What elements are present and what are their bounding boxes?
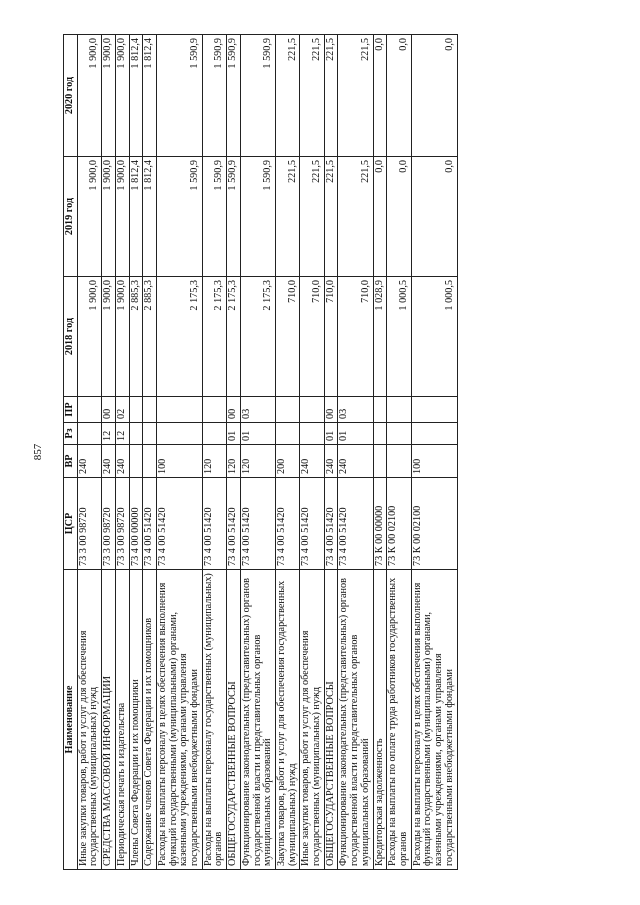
- cell-name: Функционирование законодательных (представительных) органов государственной власти и представительных органов муниципальных образований: [338, 570, 373, 870]
- table-row: [300, 35, 324, 870]
- cell-rz: [77, 423, 101, 445]
- cell-name: Иные закупки товаров, работ и услуг для обеспечения государственных (муниципальных) нужд: [77, 570, 101, 870]
- cell-vr: [129, 445, 143, 478]
- cell-name: Периодическая печать и издательства: [115, 570, 129, 870]
- cell-rz: 01: [240, 423, 275, 445]
- cell-2018: 710,0: [300, 277, 324, 397]
- cell-2019: 0,0: [411, 157, 457, 277]
- col-header-2019: 2019 год: [64, 157, 78, 277]
- table-row: [77, 35, 101, 870]
- cell-csr: 73 4 00 51420: [275, 478, 299, 570]
- cell-2018: 2 885,3: [143, 277, 157, 397]
- cell-rz: [387, 423, 411, 445]
- cell-pr: [202, 397, 226, 423]
- table-row: [102, 35, 116, 870]
- cell-2018: 2 175,3: [156, 277, 202, 397]
- cell-vr: 240: [324, 445, 338, 478]
- cell-2018: 2 175,3: [227, 277, 241, 397]
- table-row: [373, 35, 387, 870]
- cell-pr: [275, 397, 299, 423]
- table-row: [338, 35, 373, 870]
- cell-csr: 73 3 00 98720: [115, 478, 129, 570]
- cell-2020: 1 590,9: [240, 35, 275, 157]
- cell-csr: 73 4 00 51420: [300, 478, 324, 570]
- cell-2019: 1 590,9: [202, 157, 226, 277]
- cell-vr: 120: [202, 445, 226, 478]
- cell-pr: 03: [240, 397, 275, 423]
- cell-rz: [300, 423, 324, 445]
- table-row: [143, 35, 157, 870]
- cell-vr: 100: [411, 445, 457, 478]
- cell-name: Кредиторская задолженность: [373, 570, 387, 870]
- cell-2019: 221,5: [300, 157, 324, 277]
- table-row: [156, 35, 202, 870]
- cell-2020: 1 900,0: [102, 35, 116, 157]
- cell-rz: 01: [338, 423, 373, 445]
- cell-vr: 120: [227, 445, 241, 478]
- cell-2018: 1 028,9: [373, 277, 387, 397]
- cell-name: ОБЩЕГОСУДАРСТВЕННЫЕ ВОПРОСЫ: [324, 570, 338, 870]
- col-header-vr: ВР: [64, 445, 78, 478]
- header-row: [64, 35, 78, 870]
- cell-csr: 73 К 00 02100: [411, 478, 457, 570]
- cell-rz: [373, 423, 387, 445]
- cell-pr: [129, 397, 143, 423]
- cell-vr: 240: [115, 445, 129, 478]
- cell-vr: 200: [275, 445, 299, 478]
- cell-2020: 221,5: [338, 35, 373, 157]
- cell-name: Расходы на выплаты по оплате труда работников государственных органов: [387, 570, 411, 870]
- cell-pr: [411, 397, 457, 423]
- cell-2020: 221,5: [324, 35, 338, 157]
- table-row: [129, 35, 143, 870]
- cell-rz: [275, 423, 299, 445]
- cell-2019: 1 590,9: [227, 157, 241, 277]
- cell-vr: [373, 445, 387, 478]
- cell-2019: 221,5: [275, 157, 299, 277]
- cell-2020: 221,5: [300, 35, 324, 157]
- cell-pr: 00: [102, 397, 116, 423]
- cell-2020: 1 590,9: [227, 35, 241, 157]
- cell-2020: 1 900,0: [115, 35, 129, 157]
- cell-pr: 03: [338, 397, 373, 423]
- cell-name: ОБЩЕГОСУДАРСТВЕННЫЕ ВОПРОСЫ: [227, 570, 241, 870]
- cell-vr: 240: [102, 445, 116, 478]
- cell-name: Функционирование законодательных (представительных) органов государственной власти и представительных органов муниципальных образований: [240, 570, 275, 870]
- cell-2020: 1 590,9: [202, 35, 226, 157]
- col-header-csr: ЦСР: [64, 478, 78, 570]
- col-header-name: Наименование: [64, 570, 78, 870]
- cell-2018: 710,0: [324, 277, 338, 397]
- cell-pr: 00: [227, 397, 241, 423]
- cell-2019: 0,0: [387, 157, 411, 277]
- cell-vr: 240: [300, 445, 324, 478]
- cell-vr: 240: [338, 445, 373, 478]
- table-row: [227, 35, 241, 870]
- cell-2018: 1 900,0: [102, 277, 116, 397]
- cell-pr: [143, 397, 157, 423]
- cell-2020: 0,0: [387, 35, 411, 157]
- cell-rz: [156, 423, 202, 445]
- cell-vr: 100: [156, 445, 202, 478]
- cell-vr: [387, 445, 411, 478]
- cell-name: Расходы на выплаты персоналу в целях обеспечения выполнения функций государственными (муниципальными) органами, казенными учреждениями, органами управления государственными внебюджетными фондами: [156, 570, 202, 870]
- cell-csr: 73 3 00 98720: [77, 478, 101, 570]
- budget-table: [63, 34, 458, 870]
- cell-2018: 1 000,5: [411, 277, 457, 397]
- cell-2020: 1 590,9: [156, 35, 202, 157]
- cell-2019: 1 900,0: [77, 157, 101, 277]
- cell-2020: 1 900,0: [77, 35, 101, 157]
- cell-vr: [143, 445, 157, 478]
- cell-rz: [411, 423, 457, 445]
- cell-rz: [129, 423, 143, 445]
- cell-2019: 1 900,0: [115, 157, 129, 277]
- cell-csr: 73 4 00 51420: [156, 478, 202, 570]
- cell-name: Содержание членов Совета Федерации и их помощников: [143, 570, 157, 870]
- cell-name: Закупка товаров, работ и услуг для обеспечения государственных (муниципальных) нужд: [275, 570, 299, 870]
- cell-2020: 1 812,4: [129, 35, 143, 157]
- cell-2020: 0,0: [373, 35, 387, 157]
- cell-2019: 1 812,4: [129, 157, 143, 277]
- cell-name: Члены Совета Федерации и их помощники: [129, 570, 143, 870]
- cell-2019: 221,5: [324, 157, 338, 277]
- cell-pr: [373, 397, 387, 423]
- cell-vr: 120: [240, 445, 275, 478]
- cell-pr: [387, 397, 411, 423]
- cell-2020: 221,5: [275, 35, 299, 157]
- cell-pr: [77, 397, 101, 423]
- cell-2018: 2 175,3: [202, 277, 226, 397]
- cell-csr: 73 4 00 51420: [227, 478, 241, 570]
- cell-2019: 1 900,0: [102, 157, 116, 277]
- table-row: [411, 35, 457, 870]
- cell-2018: 710,0: [338, 277, 373, 397]
- cell-pr: [300, 397, 324, 423]
- cell-csr: 73 3 00 98720: [102, 478, 116, 570]
- col-header-pr: ПР: [64, 397, 78, 423]
- cell-vr: 240: [77, 445, 101, 478]
- table-row: [387, 35, 411, 870]
- cell-2018: 1 900,0: [115, 277, 129, 397]
- table-row: [240, 35, 275, 870]
- cell-name: СРЕДСТВА МАССОВОЙ ИНФОРМАЦИИ: [102, 570, 116, 870]
- cell-rz: 12: [102, 423, 116, 445]
- cell-csr: 73 4 00 51420: [324, 478, 338, 570]
- cell-csr: 73 4 00 00000: [129, 478, 143, 570]
- page-number: 857: [32, 443, 44, 461]
- table-row: [202, 35, 226, 870]
- cell-pr: [156, 397, 202, 423]
- cell-csr: 73 К 00 02100: [387, 478, 411, 570]
- table-row: [275, 35, 299, 870]
- cell-rz: [143, 423, 157, 445]
- col-header-2018: 2018 год: [64, 277, 78, 397]
- cell-csr: 73 4 00 51420: [202, 478, 226, 570]
- cell-csr: 73 К 00 00000: [373, 478, 387, 570]
- cell-rz: 12: [115, 423, 129, 445]
- rotated-table-area: [63, 35, 603, 870]
- cell-2018: 1 900,0: [77, 277, 101, 397]
- cell-name: Иные закупки товаров, работ и услуг для обеспечения государственных (муниципальных) нужд: [300, 570, 324, 870]
- cell-csr: 73 4 00 51420: [338, 478, 373, 570]
- cell-csr: 73 4 00 51420: [240, 478, 275, 570]
- cell-pr: 00: [324, 397, 338, 423]
- col-header-rz: Рз: [64, 423, 78, 445]
- cell-rz: 01: [227, 423, 241, 445]
- cell-2019: 0,0: [373, 157, 387, 277]
- cell-2020: 1 812,4: [143, 35, 157, 157]
- cell-rz: [202, 423, 226, 445]
- col-header-2020: 2020 год: [64, 35, 78, 157]
- table-row: [324, 35, 338, 870]
- cell-rz: 01: [324, 423, 338, 445]
- cell-2018: 710,0: [275, 277, 299, 397]
- cell-2020: 0,0: [411, 35, 457, 157]
- cell-name: Расходы на выплаты персоналу государственных (муниципальных) органов: [202, 570, 226, 870]
- cell-name: Расходы на выплаты персоналу в целях обеспечения выполнения функций государственными (муниципальными) органами, казенными учреждениями, органами управления государственными внебюджетными фондами: [411, 570, 457, 870]
- cell-2019: 1 812,4: [143, 157, 157, 277]
- cell-2018: 2 175,3: [240, 277, 275, 397]
- cell-2019: 1 590,9: [240, 157, 275, 277]
- cell-2018: 2 885,3: [129, 277, 143, 397]
- cell-2019: 1 590,9: [156, 157, 202, 277]
- cell-2019: 221,5: [338, 157, 373, 277]
- cell-2018: 1 000,5: [387, 277, 411, 397]
- table-row: [115, 35, 129, 870]
- cell-csr: 73 4 00 51420: [143, 478, 157, 570]
- cell-pr: 02: [115, 397, 129, 423]
